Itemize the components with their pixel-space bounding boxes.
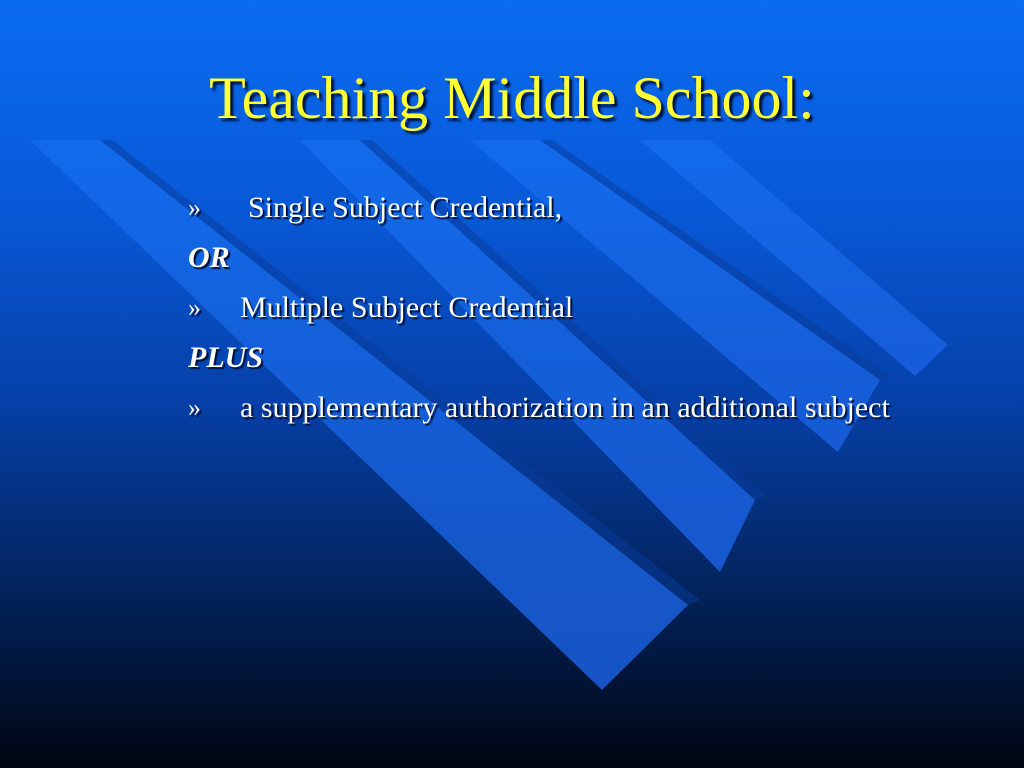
bullet-text: Single Subject Credential, <box>248 191 563 224</box>
bullet-item-multiple-subject <box>188 288 908 328</box>
bullet-item-supplementary <box>188 388 908 428</box>
bullet-text: a supplementary authorization in an additional subject <box>240 391 890 424</box>
bullet-item-single-subject <box>188 188 908 228</box>
connector-plus: PLUS <box>188 341 263 374</box>
slide-body <box>188 188 908 438</box>
bullet-text: Multiple Subject Credential <box>240 291 574 324</box>
slide-title: Teaching Middle School: <box>209 65 815 131</box>
bullet-marker: » <box>188 193 201 222</box>
connector-or: OR <box>188 241 230 274</box>
bullet-marker: » <box>188 393 201 422</box>
bullet-marker: » <box>188 293 201 322</box>
